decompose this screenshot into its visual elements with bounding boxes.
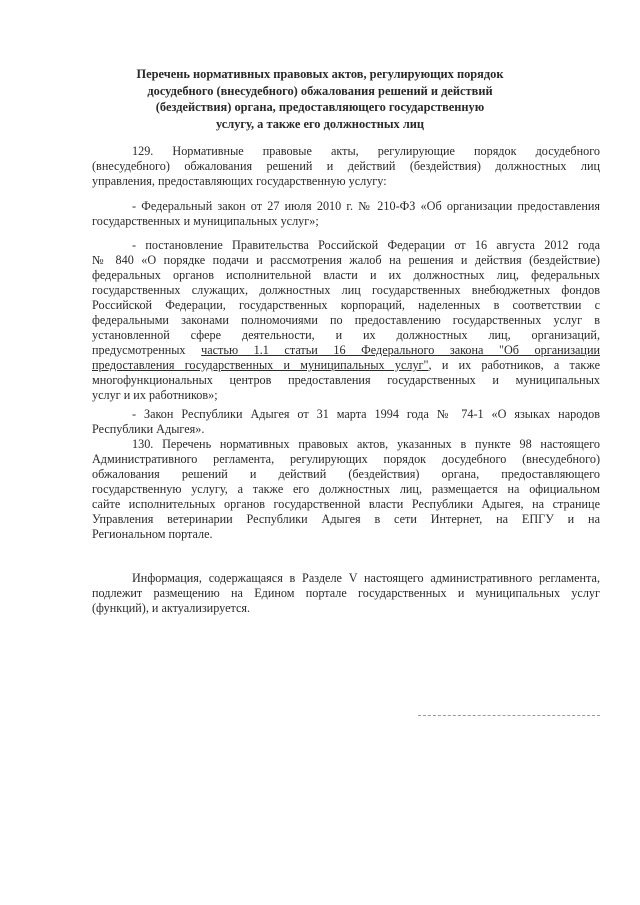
text-fragment: предусмотренных bbox=[92, 343, 202, 357]
text-line bbox=[92, 358, 600, 373]
text-line bbox=[92, 343, 600, 358]
paragraph-130 bbox=[92, 437, 600, 542]
text-line: установленной сфере деятельности, и их должностных лиц, организаций, bbox=[92, 328, 600, 342]
text-line: (функций), и актуализируется. bbox=[92, 601, 251, 615]
text-line: федеральных органов исполнительной власти и их должностных лиц, федеральных bbox=[92, 268, 600, 282]
text-line: - Федеральный закон от 27 июля 2010 г. № 210-ФЗ «Об организации предоставления bbox=[132, 199, 600, 213]
paragraph-law-210 bbox=[92, 199, 600, 229]
heading-line: (бездействия) органа, предоставляющего государственную bbox=[155, 100, 485, 114]
text-line: государственных и муниципальных услуг»; bbox=[92, 214, 319, 228]
text-line: сайте исполнительных органов государственной власти Республики Адыгея, на странице bbox=[92, 497, 600, 511]
closing-divider-line bbox=[418, 715, 600, 716]
text-fragment: , и их работников, а также bbox=[428, 358, 600, 372]
paragraph-decree-840 bbox=[92, 238, 600, 403]
text-line: 129. Нормативные правовые акты, регулирующие порядок досудебного bbox=[132, 144, 600, 158]
text-line: подлежит размещению на Едином портале государственных и муниципальных услуг bbox=[92, 586, 600, 600]
text-line: № 840 «О порядке подачи и рассмотрения жалоб на решения и действия (бездействие) bbox=[92, 253, 600, 267]
information-note bbox=[92, 571, 600, 616]
text-line: Российской Федерации, государственных корпораций, наделенных в соответствии с bbox=[92, 298, 600, 312]
text-line: Управления ветеринарии Республики Адыгея в сети Интернет, на ЕПГУ и на bbox=[92, 512, 600, 526]
text-line: услуг и их работников»; bbox=[92, 388, 218, 402]
paragraph-129 bbox=[92, 144, 600, 189]
law-reference-link[interactable]: частью 1.1 статьи 16 Федерального закона "Об организации bbox=[201, 343, 600, 357]
paragraph-adygea-law bbox=[92, 407, 600, 437]
text-line: Региональном портале. bbox=[92, 527, 213, 541]
section-heading bbox=[130, 66, 510, 132]
heading-line: услугу, а также его должностных лиц bbox=[215, 116, 425, 131]
text-line: Административного регламента, регулирующих порядок досудебного (внесудебного) bbox=[92, 452, 600, 466]
text-line: - постановление Правительства Российской Федерации от 16 августа 2012 года bbox=[132, 238, 600, 252]
text-line: федеральными законами полномочиями по предоставлению государственных услуг в bbox=[92, 313, 600, 327]
text-line: - Закон Республики Адыгея от 31 марта 1994 года № 74-1 «О языках народов bbox=[132, 407, 600, 421]
text-line: Информация, содержащаяся в Разделе V настоящего административного регламента, bbox=[132, 571, 600, 585]
heading-line: досудебного (внесудебного) обжалования решений и действий bbox=[147, 83, 493, 98]
text-line: управления, предоставляющих государственную услугу: bbox=[92, 174, 387, 188]
law-reference-link[interactable]: предоставления государственных и муниципальных услуг" bbox=[92, 358, 429, 372]
text-line: 130. Перечень нормативных правовых актов, указанных в пункте 98 настоящего bbox=[132, 437, 600, 451]
heading-line: Перечень нормативных правовых актов, регулирующих порядок bbox=[136, 67, 504, 81]
text-line: (внесудебного) обжалования решений и действий (бездействия) должностных лиц bbox=[92, 159, 600, 173]
text-line: Республики Адыгея». bbox=[92, 422, 205, 436]
text-line: многофункциональных центров предоставления государственных и муниципальных bbox=[92, 373, 600, 387]
text-line: государственную услугу, а также его должностных лиц, размещается на официальном bbox=[92, 482, 600, 496]
text-line: государственных служащих, должностных лиц государственных внебюджетных фондов bbox=[92, 283, 600, 297]
text-line: обжалования решений и действий (бездействия) органа, предоставляющего bbox=[92, 467, 600, 481]
